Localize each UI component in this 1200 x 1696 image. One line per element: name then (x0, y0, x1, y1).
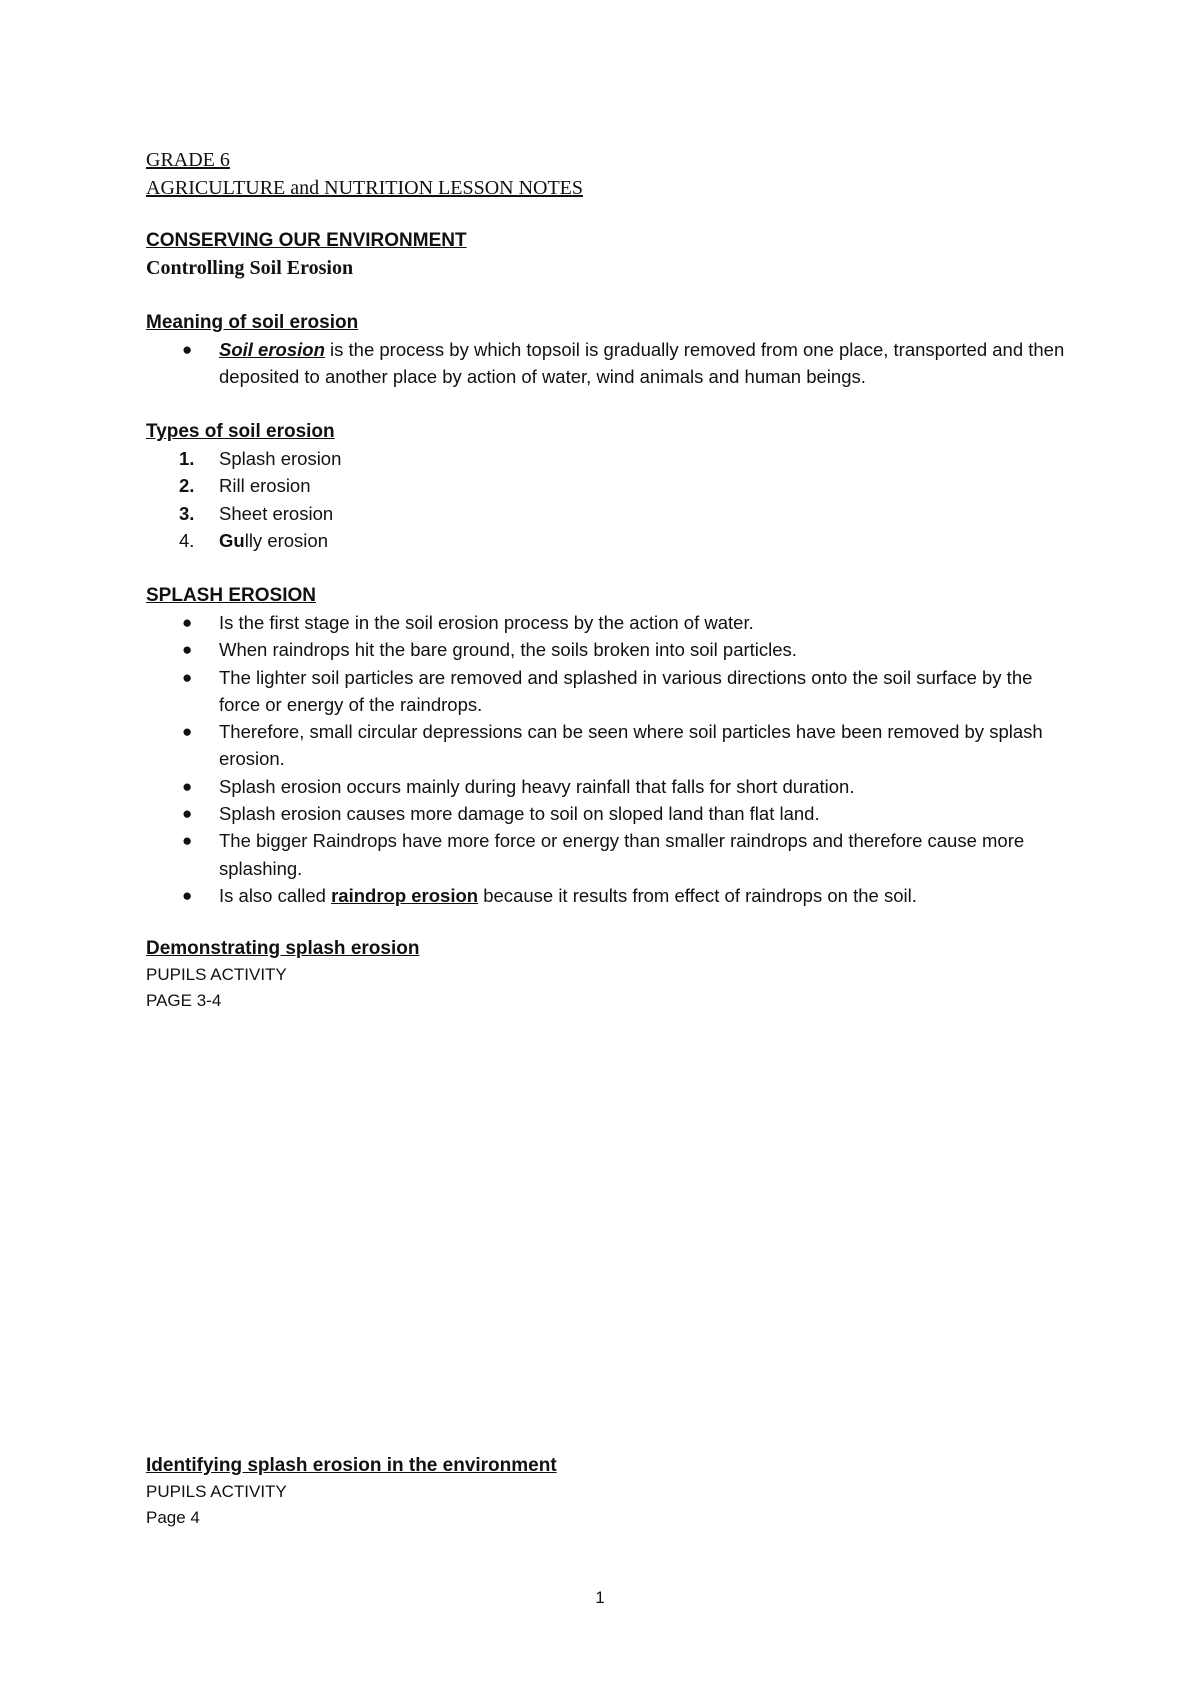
list-item (146, 636, 1076, 663)
types-list (146, 445, 1076, 554)
list-text: When raindrops hit the bare ground, the soils broken into soil particles. (219, 639, 797, 661)
list-number: 3. (179, 502, 195, 524)
list-item (146, 472, 1076, 499)
list-item (146, 718, 1076, 773)
splash-heading: SPLASH EROSION (146, 585, 316, 606)
list-text: Splash erosion (219, 448, 342, 469)
list-number: 1. (179, 448, 195, 469)
list-text: Is the first stage in the soil erosion process by the action of water. (219, 612, 754, 633)
list-item (146, 827, 1076, 882)
list-item (146, 609, 1076, 636)
list-text: The bigger Raindrops have more force or energy than smaller raindrops and therefore cause more splashing. (219, 830, 1025, 879)
bullet-icon: ● (182, 640, 193, 660)
types-section (146, 419, 1076, 554)
topic-block (146, 228, 1076, 282)
bullet-icon: ● (182, 667, 193, 687)
list-number: 2. (179, 475, 195, 497)
activity-page: Page 4 (146, 1508, 200, 1527)
activity-label: PUPILS ACTIVITY (146, 965, 287, 984)
list-item (146, 500, 1076, 527)
types-heading: Types of soil erosion (146, 421, 335, 442)
bullet-icon: ● (182, 613, 193, 632)
list-text: Sheet erosion (219, 502, 334, 524)
meaning-list (146, 336, 1076, 391)
bullet-icon: ● (182, 804, 193, 824)
list-item (146, 336, 1076, 391)
list-text: Is also called (219, 884, 332, 906)
highlighted-term: raindrop erosion (331, 884, 479, 906)
document-header (146, 146, 1076, 202)
list-text: Splash erosion causes more damage to soil on sloped land than flat land. (219, 803, 820, 825)
meaning-heading: Meaning of soil erosion (146, 312, 359, 333)
list-text: because it results from effect of raindrops on the soil. (478, 884, 917, 906)
splash-list (146, 609, 1076, 909)
definition-term: Soil erosion (219, 339, 325, 360)
subject-title: AGRICULTURE and NUTRITION LESSON NOTES (146, 177, 584, 199)
list-text: Splash erosion occurs mainly during heavy rainfall that falls for short duration. (219, 775, 855, 797)
bullet-icon: ● (182, 776, 193, 796)
list-item (146, 773, 1076, 800)
topic-title: CONSERVING OUR ENVIRONMENT (146, 230, 467, 251)
activity-label: PUPILS ACTIVITY (146, 1482, 287, 1501)
activity-page: PAGE 3-4 (146, 991, 222, 1010)
list-item (146, 800, 1076, 827)
list-item (146, 527, 1076, 554)
list-text-bold: Gu (219, 529, 245, 551)
demonstrating-heading: Demonstrating splash erosion (146, 938, 420, 959)
bullet-icon: ● (182, 722, 193, 742)
meaning-section (146, 310, 1076, 391)
list-number: 4. (179, 529, 195, 551)
bullet-icon: ● (182, 885, 193, 905)
bullet-icon: ● (182, 340, 193, 359)
splash-section (146, 583, 1076, 909)
list-item (146, 445, 1076, 472)
identifying-heading: Identifying splash erosion in the environment (146, 1455, 557, 1476)
list-text: Rill erosion (219, 475, 311, 497)
identifying-section (146, 1453, 1076, 1531)
demonstrating-section (146, 936, 1076, 1014)
list-item (146, 664, 1076, 719)
grade-label: GRADE 6 (146, 149, 230, 171)
page-number: 1 (595, 1588, 605, 1607)
list-item (146, 882, 1076, 909)
list-text: The lighter soil particles are removed and splashed in various directions onto the soil surface by the force or energy of the raindrops. (219, 666, 1033, 715)
list-text: Therefore, small circular depressions can be seen where soil particles have been removed by splash erosion. (219, 721, 1043, 770)
bullet-icon: ● (182, 831, 193, 851)
definition-text: is the process by which topsoil is gradually removed from one place, transported and then deposited to another place by action of water, wind animals and human beings. (219, 339, 1065, 388)
topic-subtitle: Controlling Soil Erosion (146, 257, 354, 279)
list-text: lly erosion (244, 529, 328, 551)
